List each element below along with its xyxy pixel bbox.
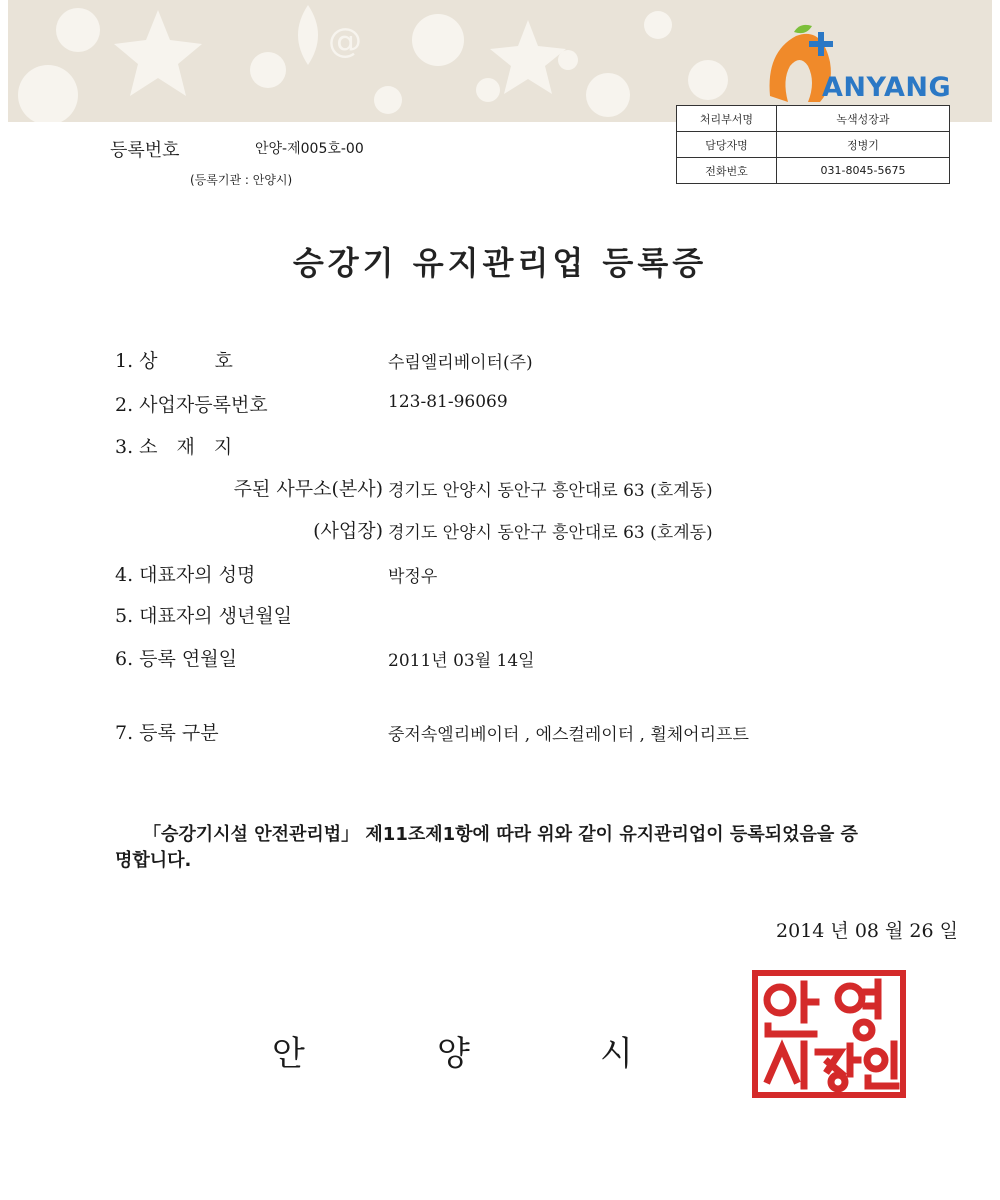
issuer-char-3: 시 (600, 1034, 633, 1074)
registration-category-value: 중저속엘리베이터 , 에스컬레이터 , 휠체어리프트 (388, 725, 749, 745)
department-info-table (676, 105, 950, 184)
business-site-label: (사업장) (313, 520, 383, 542)
dept-value: 녹색성장과 (777, 106, 950, 132)
registration-label: 등록번호 (110, 140, 180, 161)
declaration-line-2: 명합니다. (115, 850, 192, 871)
declaration-line-1: 「승강기시설 안전관리법」 제11조제1항에 따라 위와 같이 유지관리업이 등록되었음을 증 (143, 824, 858, 845)
business-number-value: 123-81-96069 (388, 392, 508, 412)
representative-name: 박정우 (388, 567, 438, 587)
company-name-label: 1. 상 호 (115, 350, 233, 372)
business-number-label: 2. 사업자등록번호 (115, 394, 268, 416)
declaration-text (115, 822, 960, 874)
registration-number: 안양-제005호-00 (255, 141, 364, 157)
representative-birth-label: 5. 대표자의 생년월일 (115, 605, 293, 627)
table-row (677, 132, 950, 158)
issuer-char-2: 양 (437, 1034, 470, 1074)
at-symbol: @ (328, 21, 362, 61)
company-name-value: 수림엘리베이터(주) (388, 353, 533, 373)
registration-category-label: 7. 등록 구분 (115, 722, 219, 744)
manager-value: 정병기 (777, 132, 950, 158)
location-label: 3. 소 재 지 (115, 436, 233, 458)
head-office-address: 경기도 안양시 동안구 흥안대로 63 (호계동) (388, 481, 713, 501)
registration-authority: (등록기관 : 안양시) (190, 173, 293, 187)
official-seal-icon (752, 970, 906, 1098)
registration-date-value: 2011년 03월 14일 (388, 651, 535, 671)
anyang-logo-text: ANYANG (822, 72, 952, 103)
head-office-label: 주된 사무소(본사) (233, 478, 383, 500)
issue-date: 2014 년 08 월 26 일 (776, 920, 958, 942)
issuer-char-1: 안 (272, 1034, 305, 1074)
phone-value: 031-8045-5675 (777, 158, 950, 184)
representative-label: 4. 대표자의 성명 (115, 564, 256, 586)
registration-date-label: 6. 등록 연월일 (115, 648, 237, 670)
dept-key: 처리부서명 (677, 106, 777, 132)
manager-key: 담당자명 (677, 132, 777, 158)
business-site-address: 경기도 안양시 동안구 흥안대로 63 (호계동) (388, 523, 713, 543)
phone-key: 전화번호 (677, 158, 777, 184)
table-row (677, 106, 950, 132)
document-title: 승강기 유지관리업 등록증 (292, 244, 708, 282)
table-row (677, 158, 950, 184)
